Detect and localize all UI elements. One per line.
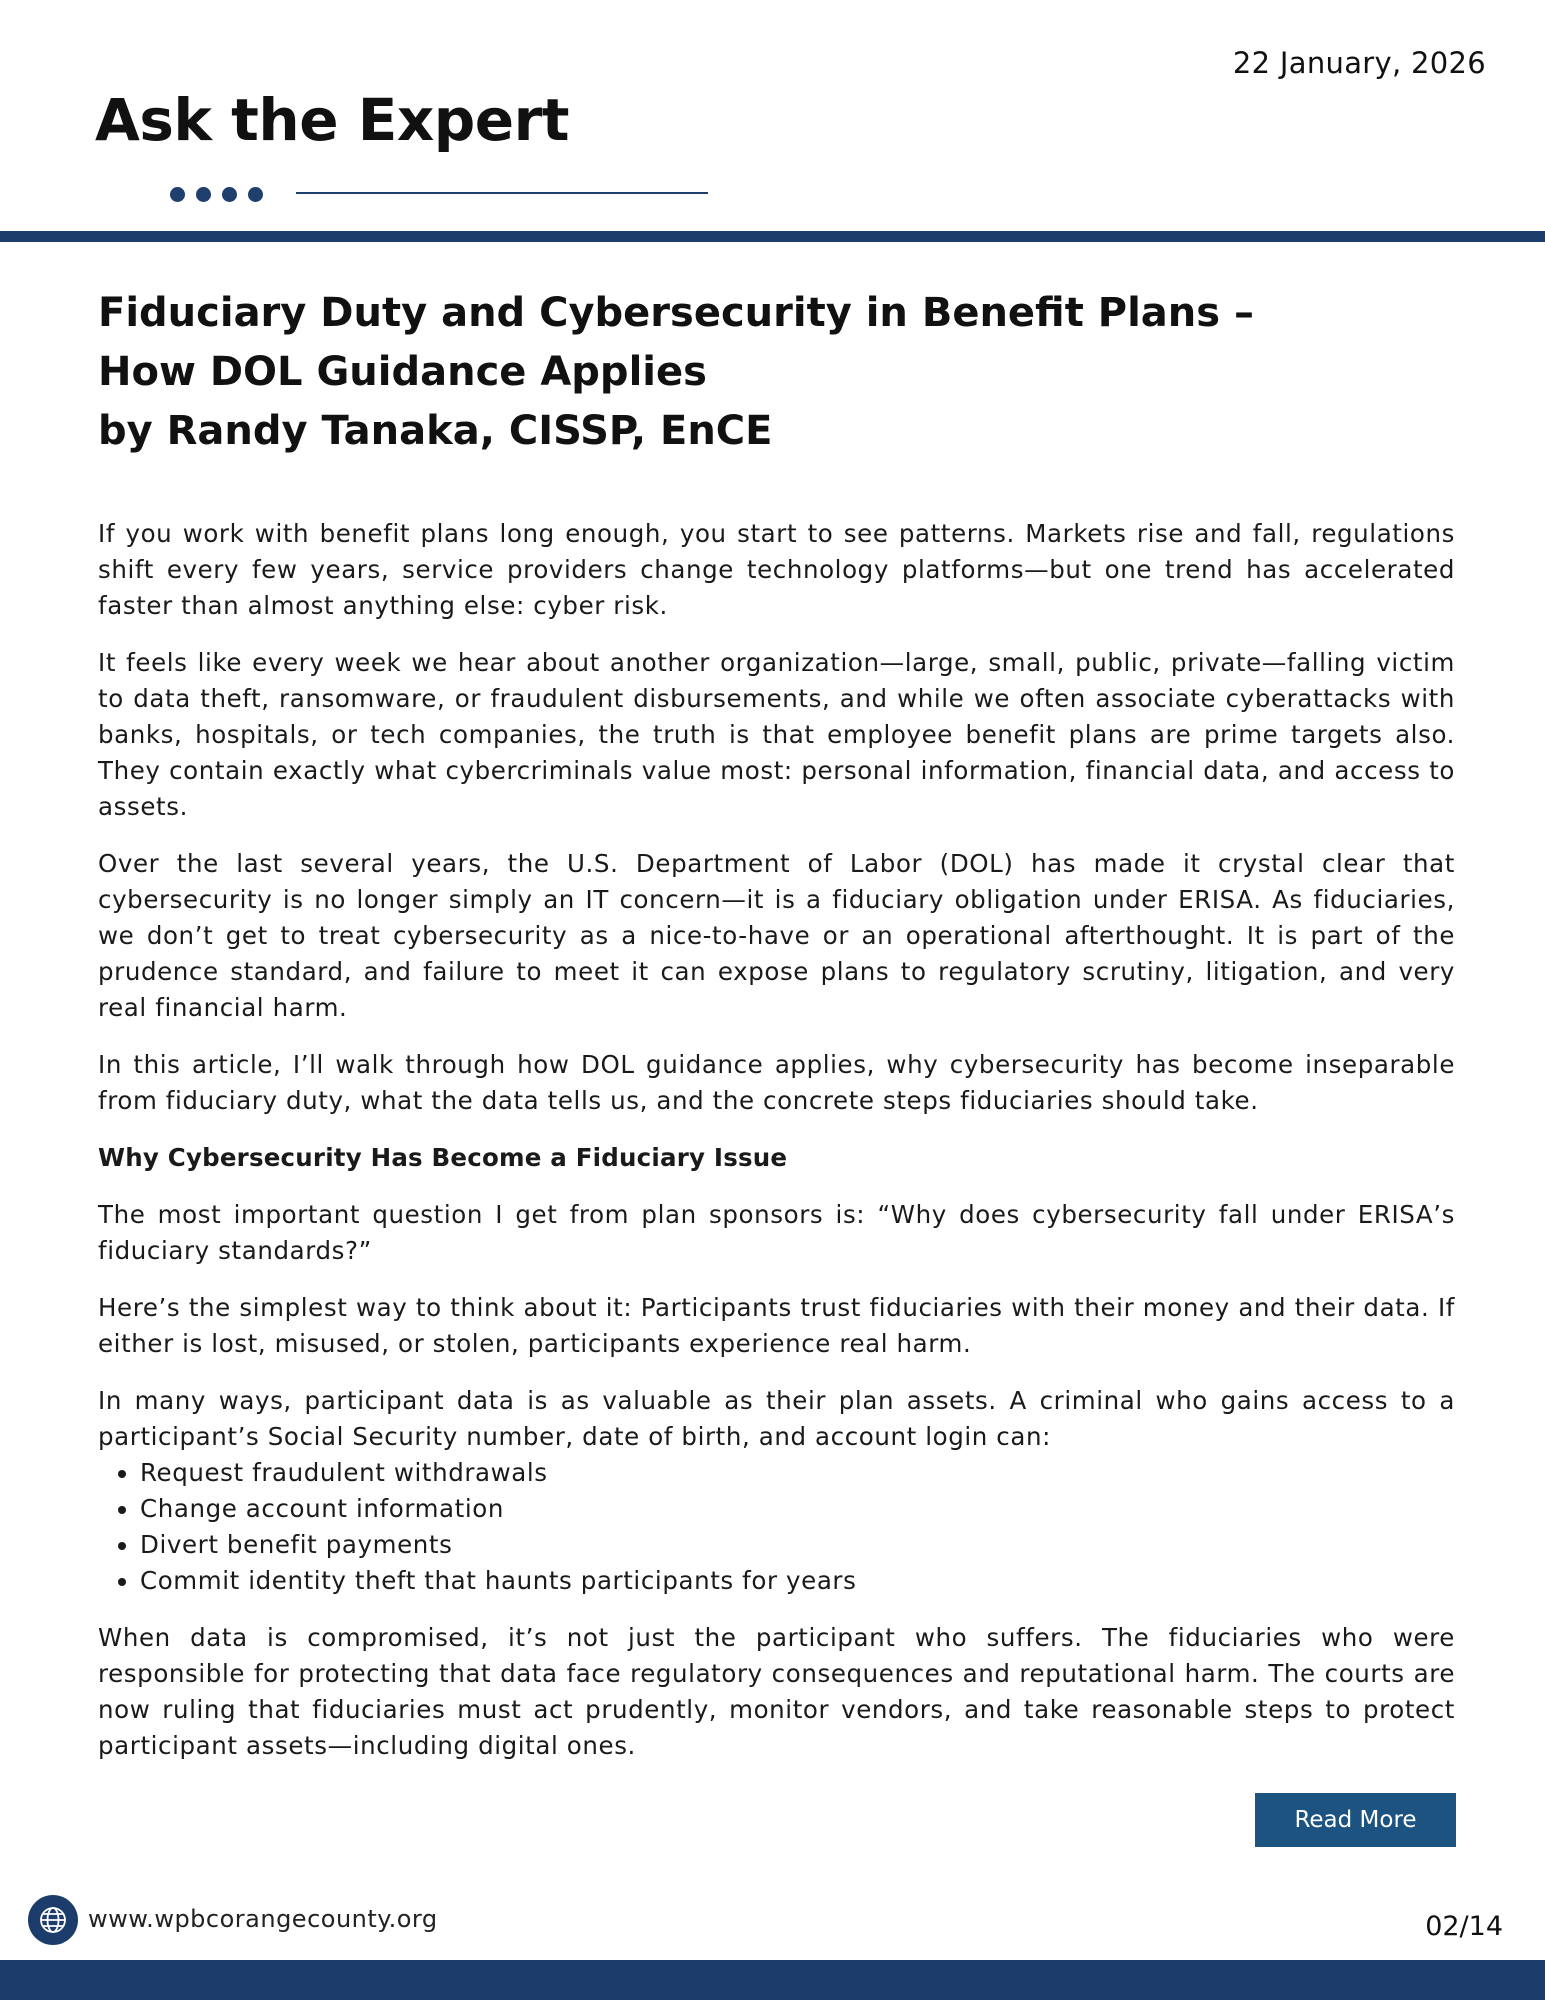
bullet-list <box>98 1455 1455 1599</box>
list-item: • Request fraudulent withdrawals <box>140 1455 1455 1491</box>
masthead-rule <box>296 192 708 194</box>
section-heading: Why Cybersecurity Has Become a Fiduciary Issue <box>98 1143 788 1172</box>
paragraph: In this article, I’ll walk through how DOL guidance applies, why cybersecurity has become inseparable from fiduciary duty, what the data tells us, and the concrete steps fiduciaries should take. <box>98 1050 1455 1115</box>
paragraph: When data is compromised, it’s not just the participant who suffers. The fiduciaries who were responsible for protecting that data face regulatory consequences and reputational harm. The courts are now ruling that fiduciaries must act prudently, monitor vendors, and take reasonable steps to protect participant assets—including digital ones. <box>98 1623 1455 1760</box>
paragraph: Here’s the simplest way to think about it: Participants trust fiduciaries with their money and their data. If either is lost, misused, or stolen, participants experience real harm. <box>98 1293 1455 1358</box>
header-band <box>0 231 1545 242</box>
decorative-dot <box>222 187 237 202</box>
page-number: 02/14 <box>1425 1911 1503 1942</box>
decorative-dot <box>196 187 211 202</box>
paragraph: It feels like every week we hear about another organization—large, small, public, private—falling victim to data theft, ransomware, or fraudulent disbursements, and while we often associate cyberattacks with banks, hospitals, or tech companies, the truth is that employee benefit plans are prime targets also. They contain exactly what cybercriminals value most: personal information, financial data, and access to assets. <box>98 648 1455 821</box>
article-body <box>98 516 1455 1785</box>
footer-band <box>0 1960 1545 2000</box>
decorative-dot <box>170 187 185 202</box>
website-link[interactable]: www.wpbcorangecounty.org <box>88 1905 438 1933</box>
masthead-title: Ask the Expert <box>95 86 569 154</box>
list-item: • Divert benefit payments <box>140 1527 1455 1563</box>
globe-icon <box>28 1895 78 1945</box>
article-title-line: Fiduciary Duty and Cybersecurity in Benefit Plans – <box>98 290 1254 336</box>
decorative-dot <box>248 187 263 202</box>
date: 22 January, 2026 <box>1232 46 1486 80</box>
paragraph: The most important question I get from plan sponsors is: “Why does cybersecurity fall under ERISA’s fiduciary standards?” <box>98 1200 1455 1265</box>
list-item: • Commit identity theft that haunts participants for years <box>140 1563 1455 1599</box>
paragraph: In many ways, participant data is as valuable as their plan assets. A criminal who gains access to a participant’s Social Security number, date of birth, and account login can: <box>98 1386 1455 1451</box>
article-byline: by Randy Tanaka, CISSP, EnCE <box>98 408 773 454</box>
paragraph: If you work with benefit plans long enough, you start to see patterns. Markets rise and fall, regulations shift every few years, service providers change technology platforms—but one trend has accelerated faster than almost anything else: cyber risk. <box>98 519 1455 620</box>
list-item: • Change account information <box>140 1491 1455 1527</box>
read-more-button[interactable]: Read More <box>1255 1793 1456 1847</box>
paragraph: Over the last several years, the U.S. Department of Labor (DOL) has made it crystal clear that cybersecurity is no longer simply an IT concern—it is a fiduciary obligation under ERISA. As fiduciaries, we don’t get to treat cybersecurity as a nice-to-have or an operational afterthought. It is part of the prudence standard, and failure to meet it can expose plans to regulatory scrutiny, litigation, and very real financial harm. <box>98 849 1455 1022</box>
article-title <box>98 284 1398 461</box>
masthead-dots <box>170 187 263 202</box>
article-title-line: How DOL Guidance Applies <box>98 349 707 395</box>
